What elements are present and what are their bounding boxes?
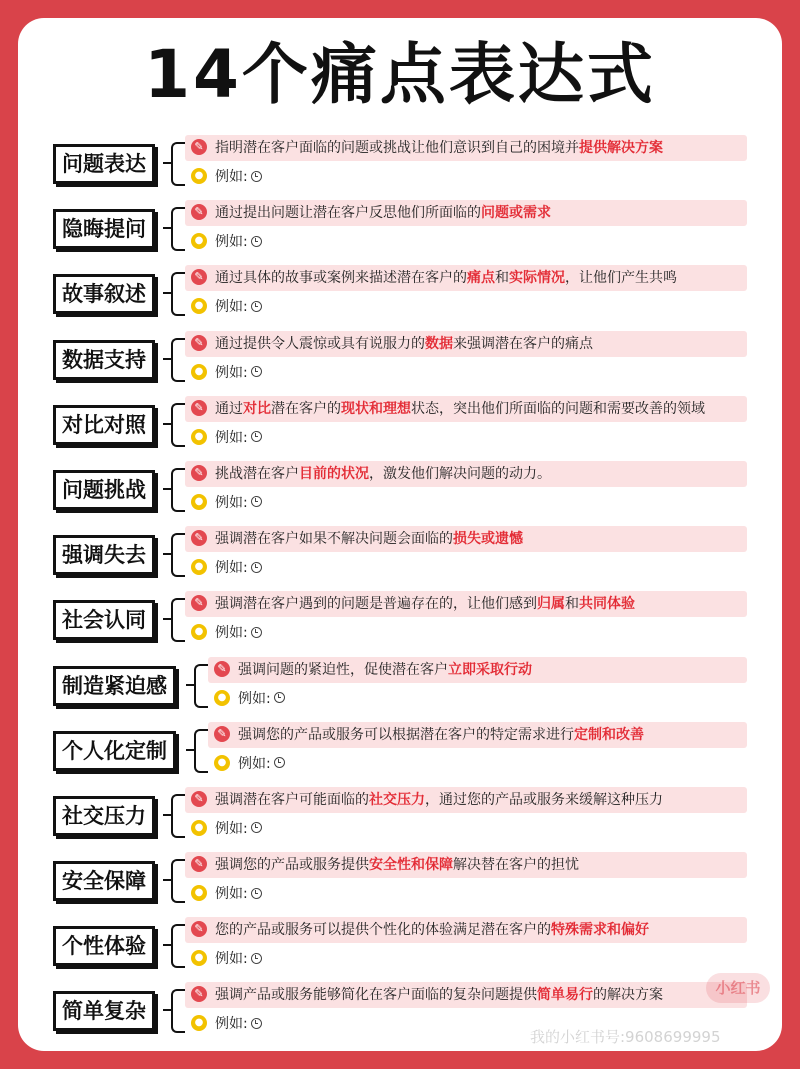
pain-point-description bbox=[185, 331, 747, 357]
bracket-connector bbox=[171, 338, 185, 382]
pain-point-label: 强调失去 bbox=[53, 535, 155, 575]
clock-icon bbox=[251, 822, 262, 833]
pain-point-label: 隐晦提问 bbox=[53, 209, 155, 249]
bracket-connector bbox=[171, 989, 185, 1033]
description-text: 和 bbox=[495, 270, 509, 287]
lightbulb-icon: ● bbox=[191, 494, 207, 510]
lightbulb-icon: ● bbox=[214, 690, 230, 706]
pain-point-description bbox=[185, 787, 747, 813]
pain-point-row bbox=[18, 456, 782, 521]
pain-point-label: 个人化定制 bbox=[53, 731, 176, 771]
clock-icon bbox=[251, 627, 262, 638]
highlight-text: 定制和改善 bbox=[574, 726, 644, 743]
pencil-icon: ✎ bbox=[191, 139, 207, 155]
pain-point-label: 故事叙述 bbox=[53, 274, 155, 314]
highlight-text: 损失或遗憾 bbox=[453, 531, 523, 548]
description-text: 通过提供令人震惊或具有说服力的 bbox=[215, 335, 425, 352]
lightbulb-icon: ● bbox=[191, 364, 207, 380]
description-text: 潜在客户的 bbox=[271, 400, 341, 417]
highlight-text: 痛点 bbox=[467, 270, 495, 287]
pain-point-row bbox=[18, 521, 782, 586]
lightbulb-icon: ● bbox=[191, 298, 207, 314]
example-label: 例如: bbox=[215, 169, 248, 185]
pain-point-row bbox=[18, 326, 782, 391]
example-line bbox=[185, 557, 262, 579]
pain-point-label: 问题挑战 bbox=[53, 470, 155, 510]
example-label: 例如: bbox=[215, 886, 248, 903]
pain-point-row bbox=[18, 130, 782, 195]
bracket-connector bbox=[194, 729, 208, 773]
highlight-text: 安全性和保障 bbox=[369, 857, 453, 874]
pencil-icon: ✎ bbox=[191, 400, 207, 416]
pain-point-label: 社会认同 bbox=[53, 600, 155, 640]
pain-point-description bbox=[208, 722, 747, 748]
example-line bbox=[185, 1013, 262, 1035]
pencil-icon: ✎ bbox=[191, 530, 207, 546]
bracket-connector bbox=[171, 142, 185, 186]
pain-point-label: 问题表达 bbox=[53, 144, 155, 184]
lightbulb-icon: ● bbox=[191, 1015, 207, 1031]
lightbulb-icon: ● bbox=[191, 885, 207, 901]
pain-point-description bbox=[185, 461, 747, 487]
example-label: 例如: bbox=[215, 429, 248, 446]
pain-point-label: 简单复杂 bbox=[53, 991, 155, 1031]
pain-point-row bbox=[18, 391, 782, 456]
pain-point-label: 安全保障 bbox=[53, 861, 155, 901]
example-line bbox=[185, 492, 262, 514]
pain-point-label: 制造紧迫感 bbox=[53, 666, 176, 706]
pencil-icon: ✎ bbox=[191, 269, 207, 285]
page-title: 14个痛点表达式 bbox=[144, 36, 656, 113]
description-text: 您的产品或服务可以提供个性化的体验满足潜在客户的 bbox=[215, 922, 551, 939]
clock-icon bbox=[251, 562, 262, 573]
bracket-connector bbox=[171, 859, 185, 903]
pain-point-description bbox=[185, 200, 747, 226]
example-label: 例如: bbox=[215, 299, 248, 316]
bracket-connector bbox=[171, 272, 185, 316]
example-line bbox=[185, 818, 262, 840]
description-text: 状态，突出他们所面临的问题和需要改善的领域 bbox=[411, 400, 705, 417]
pain-point-description bbox=[185, 135, 747, 161]
highlight-text: 数据 bbox=[425, 335, 453, 352]
lightbulb-icon: ● bbox=[191, 950, 207, 966]
example-line bbox=[185, 622, 262, 644]
bracket-connector bbox=[171, 468, 185, 512]
lightbulb-icon: ● bbox=[191, 624, 207, 640]
description-text: 强调潜在客户可能面临的 bbox=[215, 791, 369, 808]
pencil-icon: ✎ bbox=[214, 661, 230, 677]
pain-point-label: 数据支持 bbox=[53, 340, 155, 380]
example-line bbox=[208, 688, 285, 710]
pain-point-row bbox=[18, 717, 782, 782]
clock-icon bbox=[274, 757, 285, 768]
description-text: 通过 bbox=[215, 400, 243, 417]
clock-icon bbox=[251, 171, 262, 182]
highlight-text: 现状和理想 bbox=[341, 400, 411, 417]
pain-point-row bbox=[18, 652, 782, 717]
description-text: 指明潜在客户面临的问题或挑战让他们意识到自己的困境并 bbox=[215, 140, 579, 156]
lightbulb-icon: ● bbox=[214, 755, 230, 771]
highlight-text: 目前的状况 bbox=[299, 465, 369, 482]
watermark-text: 我的小红书号:9608699995 bbox=[530, 1028, 721, 1046]
clock-icon bbox=[251, 1018, 262, 1029]
pain-point-description bbox=[185, 591, 747, 617]
clock-icon bbox=[251, 888, 262, 899]
lightbulb-icon: ● bbox=[191, 233, 207, 249]
example-line bbox=[185, 166, 262, 188]
description-text: 和 bbox=[565, 596, 579, 613]
description-text: ，通过您的产品或服务来缓解这种压力 bbox=[425, 791, 663, 808]
bracket-connector bbox=[171, 207, 185, 251]
example-label: 例如: bbox=[215, 625, 248, 642]
bracket-connector bbox=[171, 794, 185, 838]
lightbulb-icon: ● bbox=[191, 820, 207, 836]
highlight-text: 归属 bbox=[537, 596, 565, 613]
clock-icon bbox=[251, 953, 262, 964]
pain-point-description bbox=[185, 917, 747, 943]
description-text: 强调产品或服务能够简化在客户面临的复杂问题提供 bbox=[215, 987, 537, 1004]
description-text: 强调问题的紧迫性，促使潜在客户 bbox=[238, 661, 448, 678]
pencil-icon: ✎ bbox=[191, 335, 207, 351]
description-text: 的解决方案 bbox=[593, 987, 663, 1004]
pain-point-list bbox=[18, 130, 782, 1043]
example-line bbox=[185, 231, 262, 253]
pain-point-row bbox=[18, 260, 782, 325]
description-text: 来强调潜在客户的痛点 bbox=[453, 335, 593, 352]
poster-card bbox=[18, 18, 782, 1051]
pain-point-row bbox=[18, 586, 782, 651]
highlight-text: 简单易行 bbox=[537, 987, 593, 1004]
highlight-text: 立即采取行动 bbox=[448, 661, 532, 678]
example-label: 例如: bbox=[215, 234, 248, 251]
bracket-connector bbox=[171, 924, 185, 968]
example-label: 例如: bbox=[215, 364, 248, 381]
pain-point-label: 对比对照 bbox=[53, 405, 155, 445]
bracket-connector bbox=[171, 533, 185, 577]
bracket-connector bbox=[171, 403, 185, 447]
pain-point-description bbox=[208, 657, 747, 683]
pain-point-label: 社交压力 bbox=[53, 796, 155, 836]
highlight-text: 特殊需求和偏好 bbox=[551, 922, 649, 939]
clock-icon bbox=[251, 301, 262, 312]
pencil-icon: ✎ bbox=[214, 726, 230, 742]
clock-icon bbox=[274, 692, 285, 703]
pencil-icon: ✎ bbox=[191, 856, 207, 872]
description-text: 通过提出问题让潜在客户反思他们所面临的 bbox=[215, 205, 481, 222]
example-line bbox=[185, 948, 262, 970]
example-line bbox=[208, 753, 285, 775]
description-text: 强调潜在客户遇到的问题是普遍存在的，让他们感到 bbox=[215, 596, 537, 613]
clock-icon bbox=[251, 431, 262, 442]
highlight-text: 共同体验 bbox=[579, 596, 635, 613]
bracket-connector bbox=[194, 664, 208, 708]
pencil-icon: ✎ bbox=[191, 921, 207, 937]
highlight-text: 提供解决方案 bbox=[579, 140, 663, 156]
description-text: 强调您的产品或服务可以根据潜在客户的特定需求进行 bbox=[238, 726, 574, 743]
description-text: ，让他们产生共鸣 bbox=[565, 270, 677, 287]
clock-icon bbox=[251, 366, 262, 377]
lightbulb-icon: ● bbox=[191, 559, 207, 575]
clock-icon bbox=[251, 236, 262, 247]
example-label: 例如: bbox=[215, 951, 248, 968]
pain-point-label: 个性体验 bbox=[53, 926, 155, 966]
example-label: 例如: bbox=[238, 690, 271, 707]
example-line bbox=[185, 427, 262, 449]
pencil-icon: ✎ bbox=[191, 791, 207, 807]
description-text: 强调潜在客户如果不解决问题会面临的 bbox=[215, 531, 453, 548]
description-text: 挑战潜在客户 bbox=[215, 465, 299, 482]
highlight-text: 社交压力 bbox=[369, 791, 425, 808]
example-label: 例如: bbox=[238, 755, 271, 772]
pencil-icon: ✎ bbox=[191, 465, 207, 481]
watermark-logo: 小红书 bbox=[706, 973, 770, 1003]
clock-icon bbox=[251, 496, 262, 507]
description-text: 强调您的产品或服务提供 bbox=[215, 857, 369, 874]
pain-point-description bbox=[185, 396, 747, 422]
bracket-connector bbox=[171, 598, 185, 642]
pencil-icon: ✎ bbox=[191, 204, 207, 220]
lightbulb-icon: ● bbox=[191, 168, 207, 184]
example-label: 例如: bbox=[215, 820, 248, 837]
description-text: 通过具体的故事或案例来描述潜在客户的 bbox=[215, 270, 467, 287]
example-label: 例如: bbox=[215, 494, 248, 511]
highlight-text: 问题或需求 bbox=[481, 205, 551, 222]
pencil-icon: ✎ bbox=[191, 986, 207, 1002]
description-text: ，激发他们解决问题的动力。 bbox=[369, 465, 551, 482]
lightbulb-icon: ● bbox=[191, 429, 207, 445]
example-label: 例如: bbox=[215, 560, 248, 577]
description-text: 解决替在客户的担忧 bbox=[453, 857, 579, 874]
example-line bbox=[185, 883, 262, 905]
example-line bbox=[185, 362, 262, 384]
example-line bbox=[185, 296, 262, 318]
pain-point-description bbox=[185, 526, 747, 552]
pain-point-description bbox=[185, 265, 747, 291]
pain-point-row bbox=[18, 782, 782, 847]
example-label: 例如: bbox=[215, 1016, 248, 1033]
pain-point-row bbox=[18, 912, 782, 977]
pencil-icon: ✎ bbox=[191, 595, 207, 611]
pain-point-description bbox=[185, 982, 747, 1008]
pain-point-row bbox=[18, 195, 782, 260]
pain-point-row bbox=[18, 847, 782, 912]
pain-point-description bbox=[185, 852, 747, 878]
highlight-text: 对比 bbox=[243, 400, 271, 417]
highlight-text: 实际情况 bbox=[509, 270, 565, 287]
